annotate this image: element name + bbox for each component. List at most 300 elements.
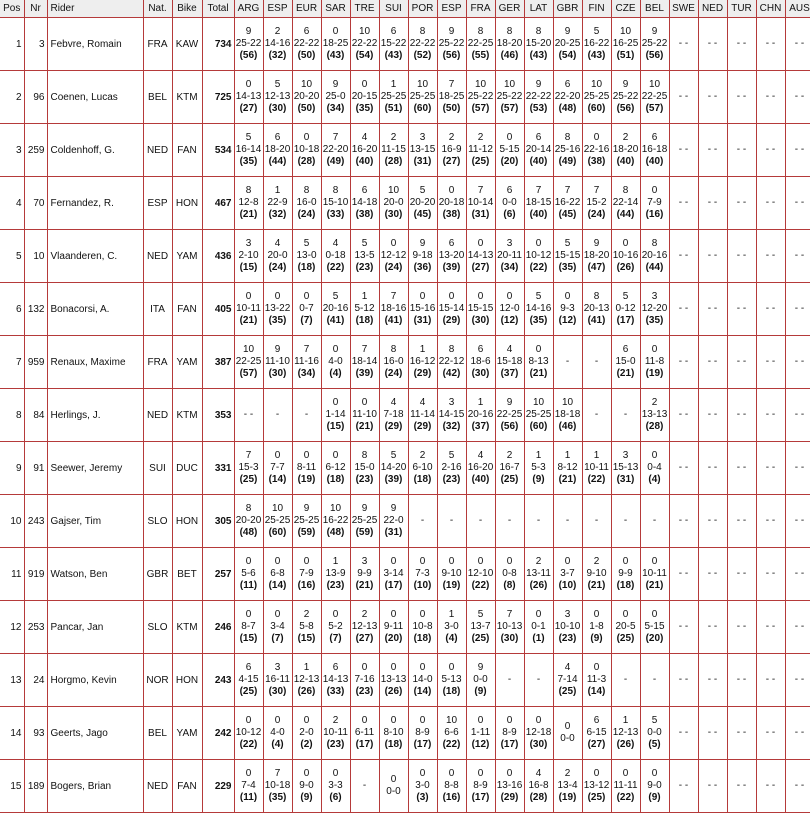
gp-result-cell bbox=[466, 707, 495, 760]
gp-qualifying: 9 bbox=[419, 238, 426, 249]
gp-points: (42) bbox=[442, 368, 461, 379]
gp-result-cell bbox=[379, 548, 408, 601]
gp-race-points: 20-11 bbox=[497, 250, 522, 261]
gp-points: (34) bbox=[500, 262, 519, 273]
gp-qualifying: 4 bbox=[506, 344, 513, 355]
gp-result-cell bbox=[669, 124, 698, 177]
gp-result-cell bbox=[466, 654, 495, 707]
total-cell: 243 bbox=[202, 654, 234, 707]
gp-result-cell bbox=[553, 548, 582, 601]
gp-result-cell bbox=[495, 124, 524, 177]
gp-points: (8) bbox=[503, 580, 516, 591]
gp-result-cell bbox=[669, 177, 698, 230]
gp-points: (29) bbox=[442, 315, 461, 326]
gp-result-cell bbox=[321, 177, 350, 230]
gp-result-cell bbox=[582, 601, 611, 654]
table-row[interactable] bbox=[0, 336, 810, 389]
gp-result-cell bbox=[379, 124, 408, 177]
col-gp-header[interactable]: GBR bbox=[553, 0, 582, 18]
gp-qualifying: 0 bbox=[332, 768, 339, 779]
gp-points: (22) bbox=[587, 474, 606, 485]
gp-race-points: 4-0 bbox=[270, 727, 285, 738]
gp-points: (24) bbox=[384, 262, 403, 273]
gp-result-cell bbox=[669, 707, 698, 760]
nr-cell: 84 bbox=[24, 389, 47, 442]
gp-result-cell bbox=[611, 442, 640, 495]
gp-qualifying: 5 bbox=[593, 26, 600, 37]
gp-result-cell bbox=[292, 548, 321, 601]
gp-empty: - - bbox=[736, 409, 747, 420]
gp-race-points: 9-18 bbox=[412, 250, 433, 261]
gp-qualifying: 9 bbox=[564, 26, 571, 37]
gp-race-points: 4-0 bbox=[328, 356, 343, 367]
table-row[interactable] bbox=[0, 601, 810, 654]
header-row bbox=[0, 0, 810, 18]
gp-qualifying: 0 bbox=[390, 662, 397, 673]
gp-race-points: 14-13 bbox=[467, 250, 494, 261]
gp-qualifying: 2 bbox=[535, 556, 542, 567]
gp-race-points: 18-20 bbox=[496, 38, 523, 49]
total-cell: 405 bbox=[202, 283, 234, 336]
gp-race-points: 15-15 bbox=[467, 303, 494, 314]
gp-result-cell bbox=[234, 707, 263, 760]
gp-result-cell bbox=[466, 18, 495, 71]
gp-result-cell bbox=[785, 495, 810, 548]
gp-empty: - - bbox=[765, 38, 776, 49]
gp-result-cell bbox=[292, 442, 321, 495]
table-row[interactable] bbox=[0, 230, 810, 283]
gp-points: (11) bbox=[239, 792, 258, 803]
gp-race-points: 13-4 bbox=[557, 780, 578, 791]
gp-points: (46) bbox=[500, 50, 519, 61]
col-gp-header[interactable]: SWE bbox=[669, 0, 698, 18]
gp-qualifying: 1 bbox=[419, 344, 426, 355]
gp-result-cell bbox=[582, 124, 611, 177]
gp-empty: - - bbox=[707, 197, 718, 208]
col-gp-header[interactable]: FIN bbox=[582, 0, 611, 18]
gp-points: (39) bbox=[442, 262, 461, 273]
gp-empty: - - bbox=[794, 303, 805, 314]
gp-race-points: 12-13 bbox=[612, 727, 639, 738]
rider-cell: Herlings, J. bbox=[47, 389, 143, 442]
gp-empty: - - bbox=[736, 674, 747, 685]
table-row[interactable] bbox=[0, 760, 810, 813]
gp-empty: - bbox=[507, 515, 512, 526]
gp-race-points: 13-5 bbox=[354, 250, 375, 261]
gp-result-cell bbox=[350, 336, 379, 389]
gp-result-cell bbox=[582, 654, 611, 707]
nat-cell: GBR bbox=[143, 548, 172, 601]
gp-result-cell bbox=[263, 601, 292, 654]
gp-result-cell bbox=[292, 707, 321, 760]
col-gp-header[interactable]: ESP bbox=[263, 0, 292, 18]
gp-points: (34) bbox=[326, 103, 345, 114]
col-gp-header[interactable]: ESP bbox=[437, 0, 466, 18]
gp-empty: - - bbox=[707, 780, 718, 791]
gp-points: (18) bbox=[413, 474, 432, 485]
gp-result-cell bbox=[698, 601, 727, 654]
gp-points: (18) bbox=[355, 315, 374, 326]
col-gp-header[interactable]: CZE bbox=[611, 0, 640, 18]
total-cell: 257 bbox=[202, 548, 234, 601]
col-nr-header[interactable]: Nr bbox=[24, 0, 47, 18]
gp-race-points: 2-16 bbox=[441, 462, 462, 473]
gp-result-cell bbox=[495, 760, 524, 813]
gp-empty: - - bbox=[736, 727, 747, 738]
gp-race-points: 0-12 bbox=[615, 303, 636, 314]
col-gp-header[interactable]: POR bbox=[408, 0, 437, 18]
gp-result-cell bbox=[756, 707, 785, 760]
rider-cell: Fernandez, R. bbox=[47, 177, 143, 230]
gp-result-cell bbox=[321, 389, 350, 442]
gp-qualifying: 0 bbox=[564, 291, 571, 302]
gp-result-cell bbox=[582, 71, 611, 124]
gp-result-cell bbox=[669, 230, 698, 283]
gp-points: (29) bbox=[384, 421, 403, 432]
gp-result-cell bbox=[466, 177, 495, 230]
gp-points: (17) bbox=[500, 739, 519, 750]
gp-result-cell bbox=[785, 124, 810, 177]
gp-result-cell bbox=[350, 548, 379, 601]
gp-race-points: 22-12 bbox=[438, 356, 465, 367]
nr-cell: 91 bbox=[24, 442, 47, 495]
gp-points: (56) bbox=[500, 421, 519, 432]
col-gp-header[interactable]: SAR bbox=[321, 0, 350, 18]
gp-points: (47) bbox=[587, 262, 606, 273]
gp-qualifying: 7 bbox=[448, 79, 455, 90]
gp-qualifying: 7 bbox=[332, 132, 339, 143]
bike-cell: BET bbox=[172, 548, 202, 601]
gp-qualifying: 10 bbox=[619, 26, 632, 37]
gp-qualifying: 8 bbox=[564, 132, 571, 143]
gp-points: (21) bbox=[616, 368, 635, 379]
gp-result-cell bbox=[263, 548, 292, 601]
gp-race-points: 25-22 bbox=[641, 38, 668, 49]
gp-result-cell bbox=[234, 495, 263, 548]
gp-result-cell bbox=[495, 71, 524, 124]
gp-race-points: 20-25 bbox=[554, 38, 581, 49]
gp-points: (40) bbox=[355, 156, 374, 167]
gp-empty: - - bbox=[707, 727, 718, 738]
col-pos-header[interactable]: Pos bbox=[0, 0, 24, 18]
gp-points: (57) bbox=[239, 368, 258, 379]
gp-result-cell bbox=[321, 124, 350, 177]
col-gp-header[interactable]: CHN bbox=[756, 0, 785, 18]
gp-points: (26) bbox=[297, 686, 316, 697]
gp-result-cell bbox=[640, 760, 669, 813]
gp-qualifying: 8 bbox=[303, 185, 310, 196]
col-rider-header[interactable]: Rider bbox=[47, 0, 143, 18]
gp-empty: - - bbox=[736, 462, 747, 473]
gp-result-cell bbox=[350, 389, 379, 442]
gp-qualifying: 0 bbox=[361, 662, 368, 673]
gp-points: (18) bbox=[413, 633, 432, 644]
gp-result-cell bbox=[495, 495, 524, 548]
gp-empty: - - bbox=[794, 409, 805, 420]
table-row[interactable] bbox=[0, 71, 810, 124]
gp-race-points: 18-18 bbox=[554, 409, 581, 420]
gp-result-cell bbox=[234, 177, 263, 230]
nr-cell: 70 bbox=[24, 177, 47, 230]
gp-qualifying: 5 bbox=[361, 238, 368, 249]
gp-result-cell bbox=[524, 336, 553, 389]
gp-qualifying: 8 bbox=[390, 344, 397, 355]
gp-race-points: 9-10 bbox=[586, 568, 607, 579]
gp-qualifying: 0 bbox=[419, 768, 426, 779]
table-row[interactable] bbox=[0, 177, 810, 230]
col-bike-header[interactable]: Bike bbox=[172, 0, 202, 18]
gp-qualifying: 4 bbox=[535, 768, 542, 779]
gp-race-points: 14-15 bbox=[438, 409, 465, 420]
gp-race-points: 15-2 bbox=[586, 197, 607, 208]
gp-result-cell bbox=[379, 760, 408, 813]
gp-race-points: 16-25 bbox=[612, 38, 639, 49]
gp-race-points: 13-15 bbox=[409, 144, 436, 155]
gp-result-cell bbox=[640, 283, 669, 336]
table-row[interactable] bbox=[0, 654, 810, 707]
gp-qualifying: 9 bbox=[274, 344, 281, 355]
gp-points: (17) bbox=[471, 792, 490, 803]
gp-race-points: 14-0 bbox=[412, 674, 433, 685]
gp-result-cell bbox=[785, 71, 810, 124]
col-gp-header[interactable]: AUS bbox=[785, 0, 810, 18]
gp-qualifying: 0 bbox=[390, 609, 397, 620]
gp-empty: - - bbox=[678, 38, 689, 49]
gp-result-cell bbox=[727, 548, 756, 601]
gp-empty: - bbox=[304, 409, 309, 420]
gp-qualifying: 5 bbox=[448, 450, 455, 461]
gp-race-points: 22-14 bbox=[612, 197, 639, 208]
gp-qualifying: 0 bbox=[535, 344, 542, 355]
col-gp-header[interactable]: ARG bbox=[234, 0, 263, 18]
col-gp-header[interactable]: BEL bbox=[640, 0, 669, 18]
gp-points: (23) bbox=[442, 474, 461, 485]
gp-race-points: 0-0 bbox=[473, 674, 488, 685]
gp-result-cell bbox=[495, 336, 524, 389]
gp-race-points: 10-11 bbox=[584, 462, 609, 473]
gp-empty: - - bbox=[678, 515, 689, 526]
gp-result-cell bbox=[785, 18, 810, 71]
gp-race-points: 11-3 bbox=[586, 674, 607, 685]
gp-result-cell bbox=[640, 177, 669, 230]
gp-points: (24) bbox=[268, 262, 287, 273]
table-row[interactable] bbox=[0, 124, 810, 177]
gp-qualifying: 0 bbox=[274, 556, 281, 567]
gp-qualifying: 10 bbox=[300, 79, 313, 90]
gp-qualifying: 0 bbox=[535, 609, 542, 620]
col-gp-header[interactable]: TUR bbox=[727, 0, 756, 18]
gp-race-points: 25-22 bbox=[438, 38, 465, 49]
nat-cell: FRA bbox=[143, 18, 172, 71]
gp-race-points: 22-22 bbox=[351, 38, 378, 49]
gp-empty: - - bbox=[736, 197, 747, 208]
table-row[interactable] bbox=[0, 283, 810, 336]
gp-points: (33) bbox=[326, 209, 345, 220]
gp-result-cell bbox=[321, 548, 350, 601]
gp-qualifying: 3 bbox=[419, 132, 426, 143]
gp-empty: - - bbox=[736, 356, 747, 367]
gp-points: (5) bbox=[648, 739, 661, 750]
gp-result-cell bbox=[727, 18, 756, 71]
gp-empty: - - bbox=[678, 462, 689, 473]
gp-points: (31) bbox=[413, 156, 432, 167]
gp-qualifying: 0 bbox=[535, 238, 542, 249]
gp-points: (25) bbox=[558, 686, 577, 697]
table-row[interactable] bbox=[0, 548, 810, 601]
gp-result-cell bbox=[698, 177, 727, 230]
gp-points: (39) bbox=[355, 368, 374, 379]
gp-empty: - - bbox=[736, 621, 747, 632]
gp-points: (26) bbox=[529, 580, 548, 591]
col-gp-header[interactable]: EUR bbox=[292, 0, 321, 18]
gp-points: (44) bbox=[268, 156, 287, 167]
gp-points: (23) bbox=[355, 262, 374, 273]
gp-points: (53) bbox=[529, 103, 548, 114]
table-row[interactable] bbox=[0, 389, 810, 442]
gp-race-points: 18-14 bbox=[351, 356, 378, 367]
pos-cell: 11 bbox=[0, 548, 24, 601]
gp-qualifying: 2 bbox=[390, 132, 397, 143]
gp-qualifying: 2 bbox=[303, 609, 310, 620]
gp-result-cell bbox=[350, 495, 379, 548]
rider-cell: Renaux, Maxime bbox=[47, 336, 143, 389]
col-total-header[interactable]: Total bbox=[202, 0, 234, 18]
gp-race-points: 20-13 bbox=[583, 303, 610, 314]
gp-race-points: 20-16 bbox=[641, 250, 668, 261]
gp-points: (20) bbox=[645, 633, 664, 644]
gp-result-cell bbox=[263, 442, 292, 495]
gp-result-cell bbox=[785, 177, 810, 230]
gp-qualifying: 0 bbox=[622, 609, 629, 620]
gp-result-cell bbox=[234, 760, 263, 813]
gp-points: (49) bbox=[326, 156, 345, 167]
col-gp-header[interactable]: SUI bbox=[379, 0, 408, 18]
rider-cell: Bonacorsi, A. bbox=[47, 283, 143, 336]
gp-result-cell bbox=[524, 177, 553, 230]
gp-points: (31) bbox=[471, 209, 490, 220]
gp-empty: - - bbox=[794, 144, 805, 155]
gp-qualifying: 0 bbox=[303, 715, 310, 726]
gp-qualifying: 0 bbox=[245, 79, 252, 90]
gp-result-cell bbox=[611, 124, 640, 177]
gp-race-points: 14-16 bbox=[525, 303, 552, 314]
gp-points: (44) bbox=[616, 209, 635, 220]
table-row[interactable] bbox=[0, 495, 810, 548]
gp-qualifying: 0 bbox=[332, 26, 339, 37]
gp-result-cell bbox=[321, 18, 350, 71]
gp-qualifying: 9 bbox=[245, 26, 252, 37]
gp-result-cell bbox=[698, 495, 727, 548]
nat-cell: NED bbox=[143, 760, 172, 813]
col-gp-header[interactable]: LAT bbox=[524, 0, 553, 18]
gp-points: (27) bbox=[239, 103, 258, 114]
gp-result-cell bbox=[379, 18, 408, 71]
gp-race-points: 16-0 bbox=[296, 197, 317, 208]
gp-points: (4) bbox=[329, 368, 342, 379]
gp-result-cell bbox=[234, 283, 263, 336]
gp-race-points: 12-13 bbox=[264, 91, 291, 102]
gp-points: (18) bbox=[326, 474, 345, 485]
gp-race-points: 2-0 bbox=[299, 727, 314, 738]
gp-result-cell bbox=[582, 442, 611, 495]
gp-result-cell bbox=[292, 18, 321, 71]
rider-cell: Seewer, Jeremy bbox=[47, 442, 143, 495]
gp-qualifying: 0 bbox=[303, 450, 310, 461]
gp-race-points: 8-9 bbox=[502, 727, 517, 738]
gp-race-points: 12-13 bbox=[293, 674, 320, 685]
gp-qualifying: 1 bbox=[361, 291, 368, 302]
bike-cell: KTM bbox=[172, 389, 202, 442]
nr-cell: 253 bbox=[24, 601, 47, 654]
gp-qualifying: 0 bbox=[535, 715, 542, 726]
gp-empty: - bbox=[507, 674, 512, 685]
gp-result-cell bbox=[756, 124, 785, 177]
table-row[interactable] bbox=[0, 18, 810, 71]
gp-empty: - - bbox=[736, 303, 747, 314]
gp-empty: - bbox=[594, 409, 599, 420]
gp-result-cell bbox=[408, 283, 437, 336]
gp-points: (7) bbox=[300, 315, 313, 326]
gp-qualifying: 10 bbox=[474, 79, 487, 90]
col-gp-header[interactable]: NED bbox=[698, 0, 727, 18]
gp-qualifying: 0 bbox=[419, 291, 426, 302]
col-gp-header[interactable]: GER bbox=[495, 0, 524, 18]
gp-points: (9) bbox=[532, 474, 545, 485]
col-gp-header[interactable]: TRE bbox=[350, 0, 379, 18]
bike-cell: KTM bbox=[172, 71, 202, 124]
gp-race-points: 9-9 bbox=[357, 568, 372, 579]
gp-points: (17) bbox=[384, 580, 403, 591]
gp-race-points: 18-25 bbox=[322, 38, 349, 49]
total-cell: 353 bbox=[202, 389, 234, 442]
gp-empty: - - bbox=[736, 568, 747, 579]
gp-qualifying: 3 bbox=[245, 238, 252, 249]
gp-qualifying: 2 bbox=[419, 450, 426, 461]
gp-empty: - bbox=[362, 780, 367, 791]
gp-race-points: 0-0 bbox=[502, 197, 517, 208]
gp-empty: - bbox=[449, 515, 454, 526]
gp-race-points: 22-25 bbox=[467, 38, 494, 49]
gp-race-points: 10-12 bbox=[235, 727, 262, 738]
gp-qualifying: 0 bbox=[419, 609, 426, 620]
gp-result-cell bbox=[408, 442, 437, 495]
gp-result-cell bbox=[727, 336, 756, 389]
gp-empty: - bbox=[565, 515, 570, 526]
gp-qualifying: 0 bbox=[245, 556, 252, 567]
gp-points: (59) bbox=[355, 527, 374, 538]
gp-result-cell bbox=[350, 71, 379, 124]
gp-qualifying: 7 bbox=[245, 450, 252, 461]
gp-result-cell bbox=[263, 760, 292, 813]
gp-qualifying: 0 bbox=[622, 238, 629, 249]
gp-race-points: 5-12 bbox=[354, 303, 375, 314]
gp-empty: - - bbox=[707, 409, 718, 420]
gp-result-cell bbox=[292, 389, 321, 442]
table-row[interactable] bbox=[0, 707, 810, 760]
gp-points: (56) bbox=[616, 103, 635, 114]
table-row[interactable] bbox=[0, 442, 810, 495]
gp-points: (18) bbox=[616, 580, 635, 591]
col-gp-header[interactable]: FRA bbox=[466, 0, 495, 18]
gp-result-cell bbox=[408, 389, 437, 442]
gp-result-cell bbox=[553, 707, 582, 760]
gp-qualifying: 0 bbox=[622, 768, 629, 779]
gp-points: (14) bbox=[268, 580, 287, 591]
gp-result-cell bbox=[756, 336, 785, 389]
gp-result-cell bbox=[321, 336, 350, 389]
col-nat-header[interactable]: Nat. bbox=[143, 0, 172, 18]
gp-result-cell bbox=[785, 601, 810, 654]
